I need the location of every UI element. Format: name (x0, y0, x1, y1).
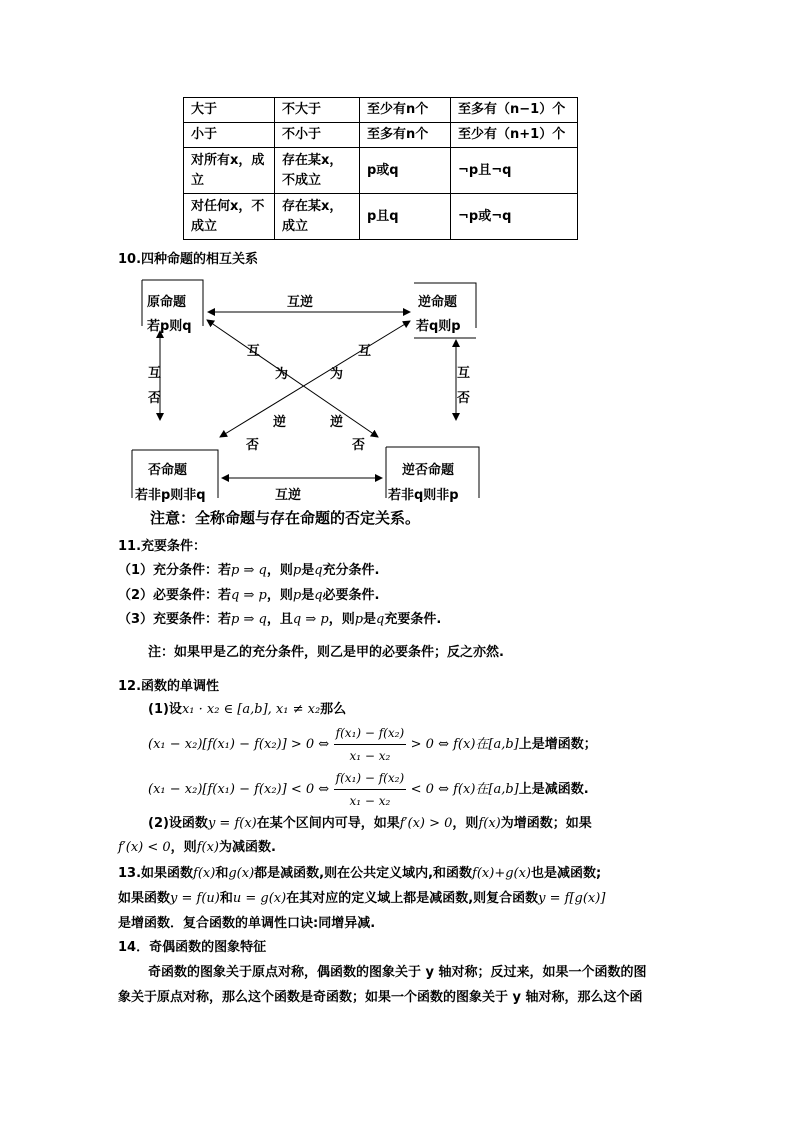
table-cell: p且q (360, 194, 451, 240)
table-cell: 至多有（n−1）个 (451, 98, 578, 123)
table-cell: 存在某x，不成立 (275, 148, 360, 194)
table-cell: 不小于 (275, 123, 360, 148)
s11-item-2: （2）必要条件：若q ⇒ p，则p是q必要条件. (118, 588, 380, 603)
table-cell: 大于 (184, 98, 275, 123)
box-original-label: 原命题 (147, 295, 187, 310)
section-11-title: 11.充要条件： (118, 539, 207, 554)
label-diag-8: 否 (352, 438, 366, 453)
arrow-diagonal-1 (207, 320, 378, 437)
s11-note: 注：如果甲是乙的充分条件，则乙是甲的必要条件；反之亦然. (148, 645, 504, 660)
box-original-condition: 若p则q (147, 319, 192, 334)
table-cell: 存在某x，成立 (275, 194, 360, 240)
section-12-title: 12.函数的单调性 (118, 679, 220, 694)
table-cell: 对所有x，成立 (184, 148, 275, 194)
table-cell: p或q (360, 148, 451, 194)
label-diag-7: 逆 (330, 415, 344, 430)
table-cell: 至少有n个 (360, 98, 451, 123)
section-10-title: 10.四种命题的相互关系 (118, 252, 259, 267)
label-diag-2: 为 (275, 367, 289, 382)
label-left-1: 互 (148, 366, 162, 381)
table-cell: ¬p且¬q (451, 148, 578, 194)
box-contrapositive-label: 逆否命题 (402, 463, 455, 478)
s12-p2-line-1: (2)设函数y = f(x)在某个区间内可导，如果f′(x) > 0，则f(x)为增函数；如果 (148, 816, 592, 831)
arrow-diagonal-2 (220, 321, 410, 437)
label-right-1: 互 (457, 366, 471, 381)
label-top: 互逆 (287, 295, 314, 310)
label-diag-1: 互 (247, 344, 261, 359)
table-cell: ¬p或¬q (451, 194, 578, 240)
s13-line-2: 如果函数y = f(u)和u = g(x)在其对应的定义域上都是减函数,则复合函数y = f[g(x)] (118, 891, 606, 906)
four-propositions-diagram (0, 0, 794, 540)
box-inverse-label: 否命题 (148, 463, 188, 478)
label-right-2: 否 (457, 391, 471, 406)
table-cell: 对任何x，不成立 (184, 194, 275, 240)
table-cell: 不大于 (275, 98, 360, 123)
box-inverse-condition: 若非p则非q (135, 488, 206, 503)
section-14-title: 14．奇偶函数的图象特征 (118, 940, 267, 955)
label-bottom: 互逆 (275, 488, 302, 503)
box-contrapositive-condition: 若非q则非p (388, 488, 459, 503)
label-left-2: 否 (148, 391, 162, 406)
s12-p2-line-2: f′(x) < 0，则f(x)为减函数. (118, 840, 276, 855)
label-diag-4: 为 (330, 367, 344, 382)
label-diag-5: 逆 (273, 415, 287, 430)
s12-p1: (1)设x₁ · x₂ ∈ [a,b], x₁ ≠ x₂那么 (148, 702, 347, 717)
s11-item-3: （3）充要条件：若p ⇒ q，且q ⇒ p，则p是q充要条件. (118, 612, 442, 627)
label-diag-6: 否 (246, 438, 260, 453)
table-cell: 至少有（n+1）个 (451, 123, 578, 148)
table-cell: 至多有n个 (360, 123, 451, 148)
label-diag-3: 互 (358, 344, 372, 359)
section-10-note: 注意：全称命题与存在命题的否定关系。 (150, 509, 421, 527)
box-converse-condition: 若q则p (416, 319, 461, 334)
s13-line-1: 13.如果函数f(x)和g(x)都是减函数,则在公共定义域内,和函数f(x)+g(x)也是减函数; (118, 866, 602, 881)
s11-item-1: （1）充分条件：若p ⇒ q，则p是q充分条件. (118, 563, 380, 578)
s14-line-2: 象关于原点对称，那么这个函数是奇函数；如果一个函数的图象关于 y 轴对称，那么这个函 (118, 990, 643, 1005)
s12-formula-2: (x₁ − x₂)[f(x₁) − f(x₂)] < 0 ⇔ $\frac{\text{f(x₁) − f(x₂)}}{\text{x₁ − x₂}}$ < 0 ⇔ f(x)在[a,b]上是减函数. (148, 767, 589, 812)
s12-formula-1: (x₁ − x₂)[f(x₁) − f(x₂)] > 0 ⇔ $\frac{\text{f(x₁) − f(x₂)}}{\text{x₁ − x₂}}$ > 0 ⇔ f(x)在[a,b]上是增函数； (148, 722, 597, 767)
table-cell: 小于 (184, 123, 275, 148)
box-converse-label: 逆命题 (418, 295, 458, 310)
s13-line-3: 是增函数．复合函数的单调性口诀:同增异减. (118, 916, 376, 931)
s14-line-1: 奇函数的图象关于原点对称，偶函数的图象关于 y 轴对称；反过来，如果一个函数的图 (148, 965, 647, 980)
